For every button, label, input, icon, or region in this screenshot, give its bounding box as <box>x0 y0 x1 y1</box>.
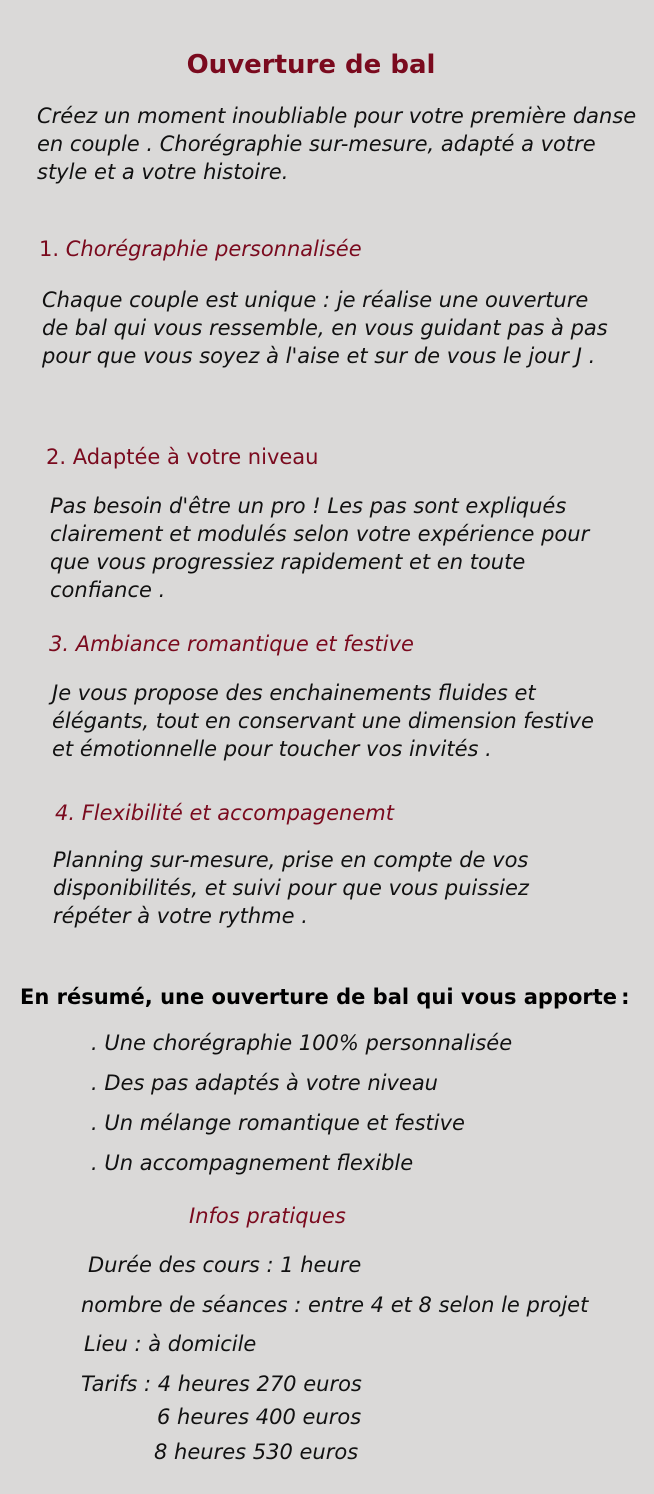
section-4-heading: 4. Flexibilité et accompagenemt <box>55 801 394 825</box>
page-title: Ouverture de bal <box>186 50 436 80</box>
info-sessions: nombre de séances : entre 4 et 8 selon le projet <box>81 1293 589 1317</box>
summary-colon: : <box>621 985 630 1009</box>
section-1-heading <box>39 237 362 261</box>
info-duration: Durée des cours : 1 heure <box>88 1253 362 1277</box>
section-3-heading: 3. Ambiance romantique et festive <box>49 632 414 656</box>
info-location: Lieu : à domicile <box>84 1332 257 1356</box>
summary-item: . Une chorégraphie 100% personnalisée <box>91 1031 513 1055</box>
section-1-body: Chaque couple est unique : je réalise une ouverture de bal qui vous ressemble, en vous guidant pas à pas pour que vous soyez à l'aise et sur de vous le jour J . <box>42 288 608 368</box>
summary-heading <box>20 985 629 1009</box>
section-3-body: Je vous propose des enchainements fluides et élégants, tout en conservant une dimension festive et émotionnelle pour toucher vos invités . <box>52 681 594 761</box>
info-tarif-8: 8 heures 530 euros <box>154 1440 359 1464</box>
section-2-body: Pas besoin d'être un pro ! Les pas sont expliqués clairement et modulés selon votre expérience pour que vous progressiez rapidement et en toute confiance . <box>50 494 590 602</box>
section-1-title: Chorégraphie personnalisée <box>65 237 362 261</box>
summary-item: . Un accompagnement flexible <box>91 1151 414 1175</box>
section-2-heading: 2. Adaptée à votre niveau <box>46 445 319 469</box>
summary-item: . Des pas adaptés à votre niveau <box>91 1071 438 1095</box>
infos-title: Infos pratiques <box>189 1204 346 1228</box>
section-4-body: Planning sur-mesure, prise en compte de vos disponibilités, et suivi pour que vous puissiez répéter à votre rythme . <box>53 848 529 928</box>
intro-paragraph: Créez un moment inoubliable pour votre première danse en couple . Chorégraphie sur-mesure, adapté a votre style et a votre histoire. <box>37 104 637 184</box>
info-tarifs: Tarifs : 4 heures 270 euros <box>81 1372 362 1396</box>
section-1-number: 1. <box>39 237 60 261</box>
summary-item: . Un mélange romantique et festive <box>91 1111 465 1135</box>
summary-heading-text: En résumé, une ouverture de bal qui vous apporte <box>20 985 618 1009</box>
info-tarif-6: 6 heures 400 euros <box>157 1405 362 1429</box>
